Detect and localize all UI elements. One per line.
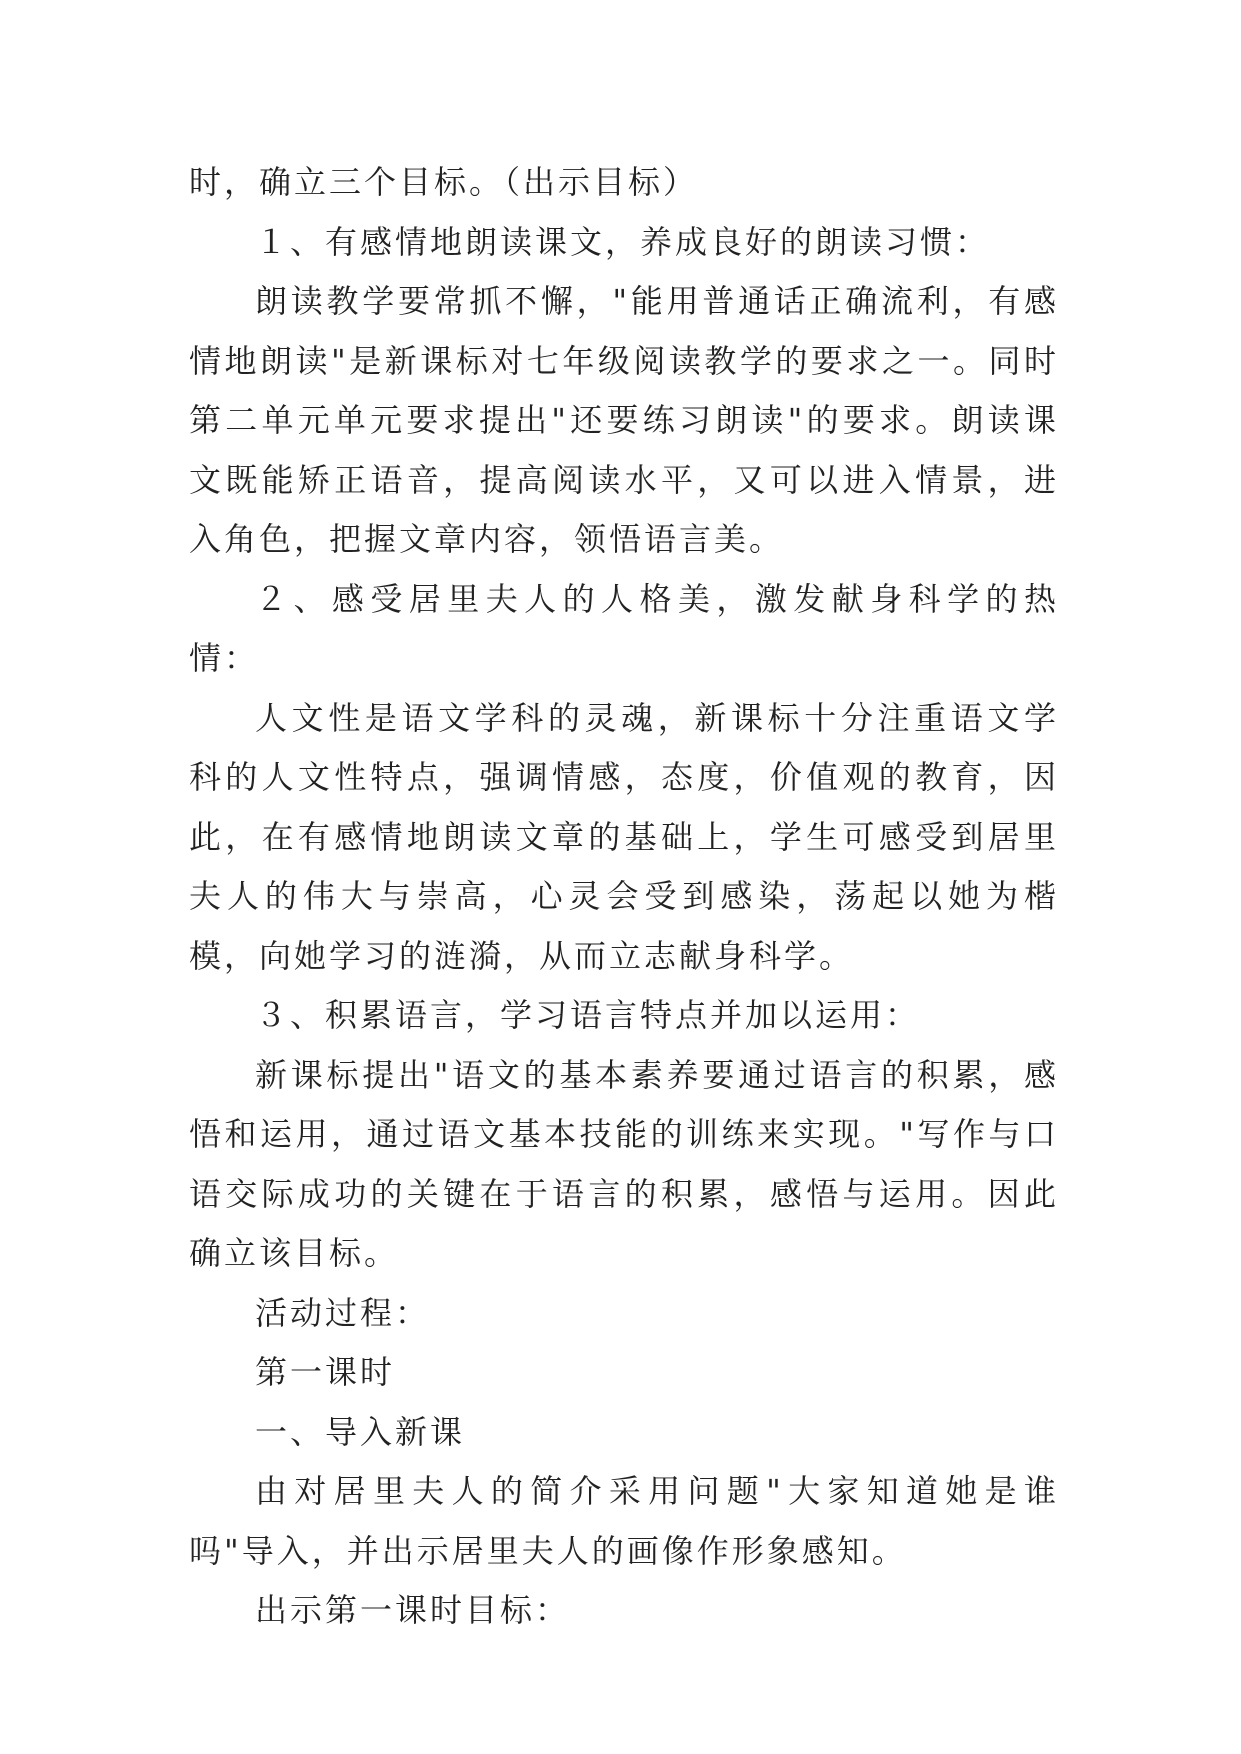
first-lesson-goals-heading: 出示第一课时目标：: [255, 1591, 571, 1629]
section-intro-heading: 一、导入新课: [255, 1412, 466, 1451]
goal-2-heading: ２、感受居里夫人的人格美，激发献身科学的热情：: [189, 579, 1059, 677]
goal-2-body: 人文性是语文学科的灵魂，新课标十分注重语文学科的人文性特点，强调情感，态度，价值观的教育，因此，在有感情地朗读文章的基础上，学生可感受到居里夫人的伟大与崇高，心灵会受到感染，荡起以她为楷模，向她学习的涟漪，从而立志献身科学。: [189, 698, 1059, 975]
activity-process-heading: 活动过程：: [255, 1293, 431, 1332]
goal-3-body: 新课标提出"语文的基本素养要通过语言的积累，感悟和运用，通过语文基本技能的训练来实现。"写作与口语交际成功的关键在于语言的积累，感悟与运用。因此确立该目标。: [189, 1055, 1059, 1272]
goal-3-heading: ３、积累语言，学习语言特点并加以运用：: [255, 996, 921, 1034]
paragraph-continuation: 时，确立三个目标。（出示目标）: [189, 163, 699, 201]
first-lesson-heading: 第一课时: [255, 1353, 396, 1391]
document-body: [189, 153, 1059, 1641]
goal-1-heading: １、有感情地朗读课文，养成良好的朗读习惯：: [255, 222, 991, 261]
intro-body: 由对居里夫人的简介采用问题"大家知道她是谁吗"导入，并出示居里夫人的画像作形象感知。: [189, 1472, 1059, 1570]
goal-1-body: 朗读教学要常抓不懈，"能用普通话正确流利，有感情地朗读"是新课标对七年级阅读教学的要求之一。同时第二单元单元要求提出"还要练习朗读"的要求。朗读课文既能矫正语音，提高阅读水平，又可以进入情景，进入角色，把握文章内容，领悟语言美。: [189, 282, 1059, 558]
